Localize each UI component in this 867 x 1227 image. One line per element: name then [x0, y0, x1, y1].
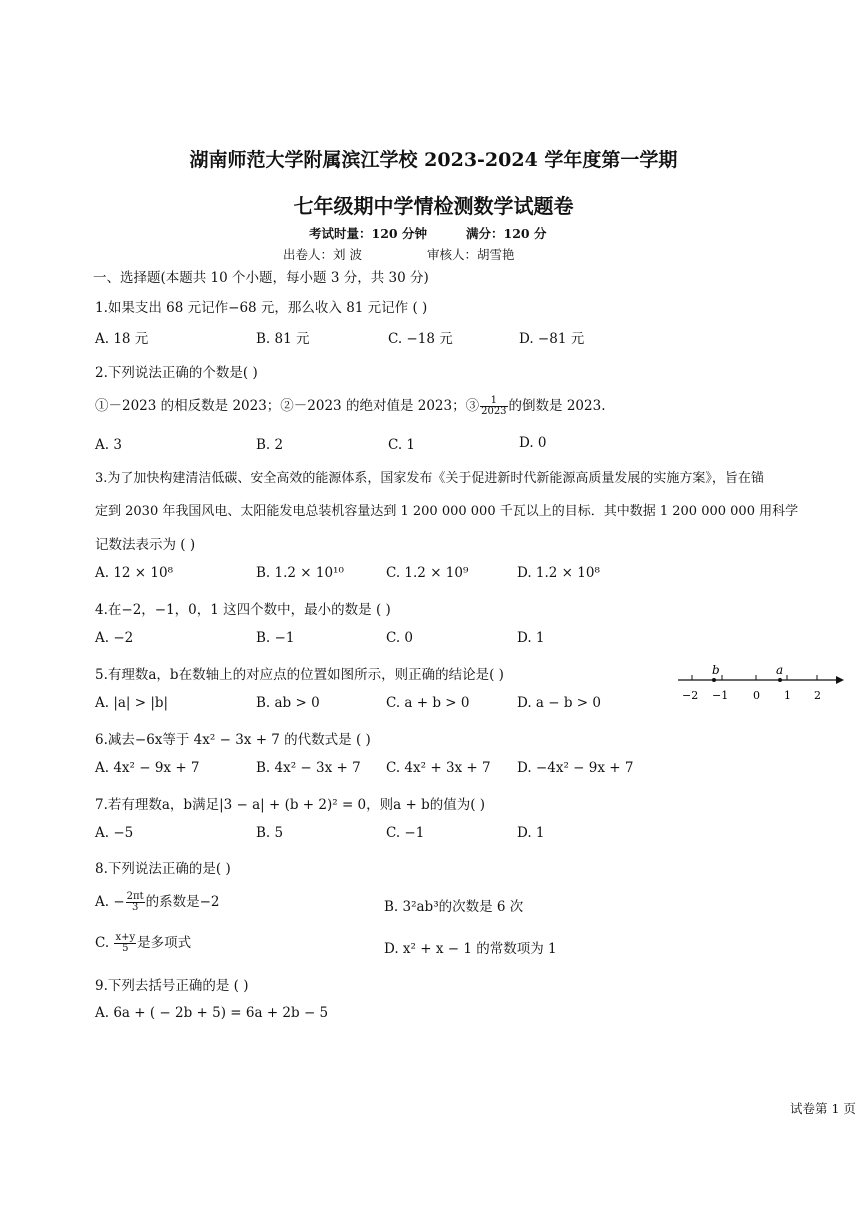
- full-score: 满分：120 分: [466, 226, 547, 241]
- q5-option-b: B. ab > 0: [256, 695, 320, 711]
- q8-stem: 8.下列说法正确的是( ): [95, 861, 231, 877]
- q3-option-c: C. 1.2 × 10⁹: [386, 565, 469, 581]
- exam-reviewer: 审核人：胡雪艳: [427, 247, 515, 262]
- q2-option-c: C. 1: [388, 437, 416, 453]
- q3-option-b: B. 1.2 × 10¹⁰: [256, 565, 344, 581]
- q1-option-b: B. 81 元: [256, 331, 310, 347]
- tick-label: 1: [784, 689, 791, 702]
- q6-option-d: D. −4x² − 9x + 7: [517, 760, 634, 776]
- number-line-figure: [674, 662, 844, 706]
- q6-option-b: B. 4x² − 3x + 7: [256, 760, 361, 776]
- label-a: a: [776, 663, 784, 677]
- q2-fraction: $\frac{1}{2023}$: [481, 395, 507, 417]
- q4-option-c: C. 0: [386, 630, 414, 646]
- number-line-arrow: [836, 676, 844, 684]
- q3-line2: 定到 2030 年我国风电、太阳能发电总装机容量达到 1 200 000 000 千瓦以上的目标．其中数据 1 200 000 000 用科学: [95, 504, 799, 519]
- exam-time: 考试时量：120 分钟: [309, 226, 427, 241]
- q9-stem: 9.下列去括号正确的是 ( ): [95, 978, 249, 994]
- tick-label: −2: [682, 689, 699, 702]
- q8-option-a-fraction: $\frac{2\pi t}{3}$: [126, 891, 144, 913]
- q4-option-a: A. −2: [95, 630, 134, 646]
- q4-option-b: B. −1: [256, 630, 295, 646]
- tick-label: −1: [712, 689, 729, 702]
- exam-title-line2: 七年级期中学情检测数学试题卷: [293, 194, 574, 218]
- q5-stem: 5.有理数a，b在数轴上的对应点的位置如图所示，则正确的结论是( ): [95, 667, 504, 683]
- tick-label: 2: [814, 689, 821, 702]
- q1-option-c: C. −18 元: [388, 331, 453, 347]
- q3-option-a: A. 12 × 10⁸: [95, 565, 173, 581]
- q5-option-d: D. a − b > 0: [517, 695, 601, 711]
- q3-line3: 记数法表示为 ( ): [95, 537, 196, 553]
- q7-option-c: C. −1: [386, 825, 425, 841]
- q7-stem: 7.若有理数a，b满足|3 − a| + (b + 2)² = 0，则a + b的值为( ): [95, 797, 486, 813]
- tick-label: 0: [753, 689, 760, 702]
- q2-statement-tail: 的倒数是 2023.: [508, 398, 606, 414]
- q7-option-d: D. 1: [517, 825, 545, 841]
- section-title: 一、选择题(本题共 10 个小题，每小题 3 分，共 30 分): [93, 270, 429, 286]
- q2-stem: 2.下列说法正确的个数是( ): [95, 365, 258, 381]
- q2-option-a: A. 3: [95, 437, 122, 453]
- q9-option-a: A. 6a + ( − 2b + 5) = 6a + 2b − 5: [95, 1005, 329, 1021]
- q5-option-c: C. a + b > 0: [386, 695, 470, 711]
- label-b: b: [712, 663, 720, 677]
- q4-option-d: D. 1: [517, 630, 545, 646]
- q4-stem: 4.在−2，−1，0，1 这四个数中，最小的数是 ( ): [95, 602, 391, 618]
- exam-title-line1: 湖南师范大学附属滨江学校 2023-2024 学年度第一学期: [189, 149, 678, 171]
- q5-option-a: A. |a| > |b|: [95, 695, 169, 711]
- q8-option-b: B. 3²ab³的次数是 6 次: [384, 899, 524, 915]
- exam-author: 出卷人：刘 波: [283, 247, 362, 262]
- q7-option-a: A. −5: [95, 825, 134, 841]
- q1-option-d: D. −81 元: [519, 331, 585, 347]
- q6-stem: 6.减去−6x等于 4x² − 3x + 7 的代数式是 ( ): [95, 732, 371, 748]
- q7-option-b: B. 5: [256, 825, 284, 841]
- q3-line1: 3.为了加快构建清洁低碳、安全高效的能源体系，国家发布《关于促进新时代新能源高质量发展的实施方案》，旨在锚: [95, 471, 764, 486]
- q8-option-a: A. − $\frac{2\pi t}{3}$ 的系数是−2: [95, 891, 220, 913]
- q8-option-c: C. $\frac{x+y}{5}$ 是多项式: [95, 932, 192, 954]
- point-a: [778, 678, 782, 682]
- q3-option-d: D. 1.2 × 10⁸: [517, 565, 600, 581]
- q6-option-c: C. 4x² + 3x + 7: [386, 760, 491, 776]
- q2-statement-text: ①－2023 的相反数是 2023；②－2023 的绝对值是 2023；③: [95, 398, 480, 414]
- q1-stem: 1.如果支出 68 元记作−68 元，那么收入 81 元记作 ( ): [95, 300, 428, 316]
- page-footer: 试卷第 1 页: [790, 1101, 856, 1116]
- q6-option-a: A. 4x² − 9x + 7: [95, 760, 200, 776]
- q2-option-b: B. 2: [256, 437, 284, 453]
- q2-statements: [95, 394, 606, 417]
- q8-option-d: D. x² + x − 1 的常数项为 1: [384, 941, 557, 957]
- q2-option-d: D. 0: [519, 435, 547, 451]
- point-b: [712, 678, 716, 682]
- q1-option-a: A. 18 元: [95, 331, 149, 347]
- q8-option-c-fraction: $\frac{x+y}{5}$: [115, 932, 136, 954]
